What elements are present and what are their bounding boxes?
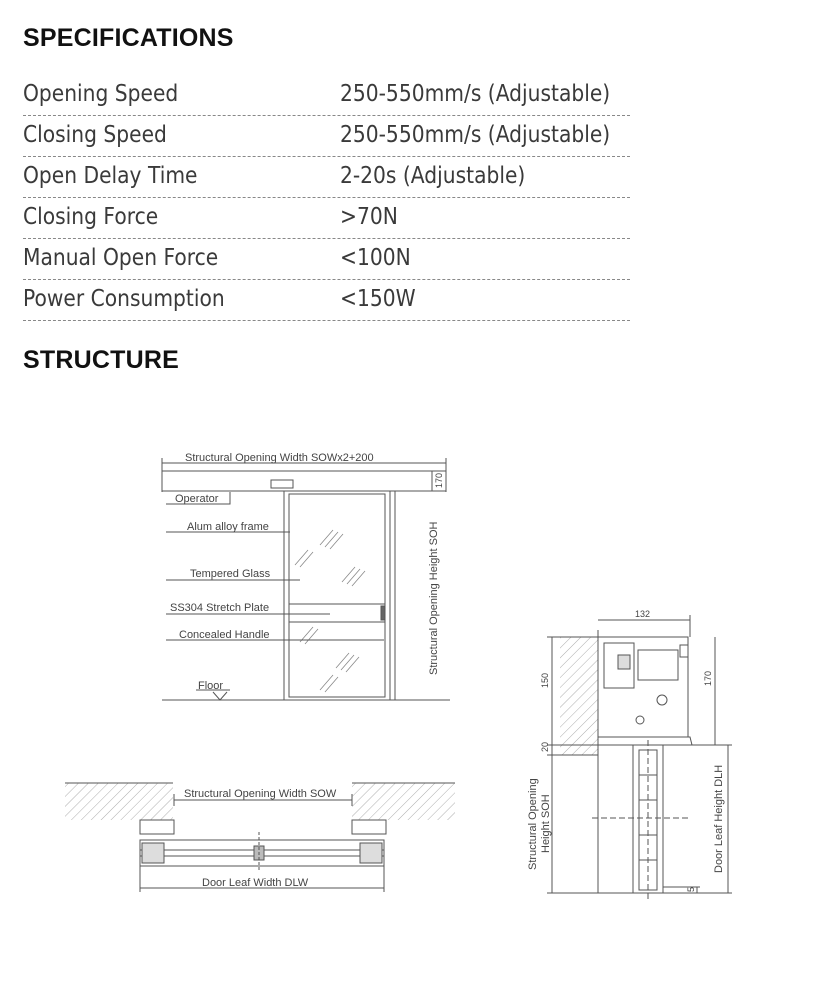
section-operator-height: 150 <box>540 672 550 688</box>
spec-value: <100N <box>340 245 411 271</box>
front-top-height: 170 <box>434 472 444 488</box>
section-gap-bottom: 5 <box>686 886 696 892</box>
section-view <box>547 615 732 900</box>
section-right-dimension: Door Leaf Height DLH <box>713 764 725 873</box>
spec-value: 250-550mm/s (Adjustable) <box>340 122 611 148</box>
front-right-dimension: Structural Opening Height SOH <box>428 521 440 675</box>
callout-glass: Tempered Glass <box>190 568 271 580</box>
spec-label: Closing Force <box>23 204 159 230</box>
callout-handle: Concealed Handle <box>179 629 270 641</box>
front-top-dimension: Structural Opening Width SOWx2+200 <box>185 452 374 464</box>
structure-heading: STRUCTURE <box>23 346 179 374</box>
section-left-dim-line2: Height SOH <box>540 794 552 853</box>
callout-frame: Alum alloy frame <box>187 521 269 533</box>
section-width: 132 <box>635 609 651 619</box>
section-right-height: 170 <box>703 670 713 686</box>
spec-label: Opening Speed <box>23 81 179 107</box>
plan-bottom-dimension: Door Leaf Width DLW <box>202 877 309 889</box>
section-gap-top: 20 <box>540 741 550 752</box>
spec-value: 250-550mm/s (Adjustable) <box>340 81 611 107</box>
spec-label: Closing Speed <box>23 122 167 148</box>
spec-label: Open Delay Time <box>23 163 198 189</box>
section-left-dim-line1: Structural Opening <box>527 778 539 870</box>
callout-floor: Floor <box>198 680 224 692</box>
spec-label: Power Consumption <box>23 286 225 312</box>
spec-value: <150W <box>340 286 416 312</box>
spec-value: 2-20s (Adjustable) <box>340 163 526 189</box>
plan-top-dimension: Structural Opening Width SOW <box>184 788 337 800</box>
callout-operator: Operator <box>175 493 219 505</box>
spec-value: >70N <box>340 204 398 230</box>
specifications-heading: SPECIFICATIONS <box>23 24 234 52</box>
spec-label: Manual Open Force <box>23 245 219 271</box>
callout-stretch-plate: SS304 Stretch Plate <box>170 602 270 614</box>
